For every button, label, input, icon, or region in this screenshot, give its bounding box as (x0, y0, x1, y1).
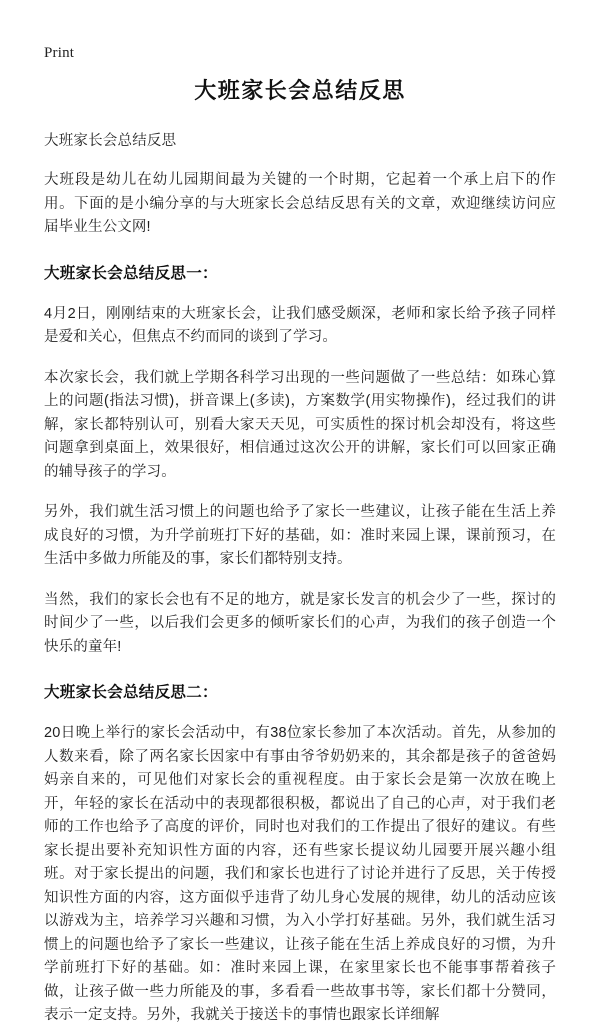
article-intro-paragraph: 大班段是幼儿在幼儿园期间最为关键的一个时期，它起着一个承上启下的作用。下面的是小编分享的与大班家长会总结反思有关的文章，欢迎继续访问应届毕业生公文网! (44, 172, 556, 235)
section-2-clipped-region (44, 705, 556, 1028)
section-heading-2: 大班家长会总结反思二： (44, 684, 218, 701)
section-1-paragraph-2: 本次家长会，我们就上学期各科学习出现的一些问题做了一些总结：如珠心算上的问题(指法习惯)，拼音课上(多读)，方案数学(用实物操作)，经过我们的讲解，家长都特别认可，别看大家天天见，可实质性的探讨机会却没有，将这些问题拿到桌面上，效果很好，相信通过这次公开的讲解，家长们可以回家正确的辅导孩子的学习。 (44, 369, 556, 480)
section-2-paragraph-1: 20日晚上举行的家长会活动中，有38位家长参加了本次活动。首先，从参加的人数来看，除了两名家长因家中有事由爷爷奶奶来的，其余都是孩子的爸爸妈妈亲自来的，可见他们对家长会的重视程度。由于家长会是第一次放在晚上开，年轻的家长在活动中的表现都很积极，都说出了自己的心声，对于我们老师的工作也给予了高度的评价，同时也对我们的工作提出了很好的建议。有些家长提出要补充知识性方面的内容，还有些家长提议幼儿园要开展兴趣小组班。对于家长提出的问题，我们和家长也进行了讨论并进行了反思，关于传授知识性方面的内容，这方面似乎违背了幼儿身心发展的规律，幼儿的活动应该以游戏为主，培养学习兴趣和习惯，为入小学打好基础。另外，我们就生活习惯上的问题也给予了家长一些建议，让孩子能在生活上养成良好的习惯，为升学前班打下好的基础。如：准时来园上课，在家里家长也不能事事帮着孩子做，让孩子做一些力所能及的事，多看看一些故事书等，家长们都十分赞同，表示一定支持。另外，我就关于接送卡的事情也跟家长详细解 (44, 725, 556, 1023)
section-1-paragraph-1: 4月2日，刚刚结束的大班家长会，让我们感受颇深，老师和家长给予孩子同样是爱和关心，但焦点不约而同的谈到了学习。 (44, 305, 556, 345)
article-subtitle: 大班家长会总结反思 (44, 133, 177, 149)
section-1-paragraph-3: 另外，我们就生活习惯上的问题也给予了家长一些建议，让孩子能在生活上养成良好的习惯，为升学前班打下好的基础，如：准时来园上课，课前预习，在生活中多做力所能及的事，家长们都特别支持。 (44, 504, 556, 567)
page-title: 大班家长会总结反思 (194, 78, 406, 103)
article-body (44, 0, 556, 1028)
section-heading-1: 大班家长会总结反思一： (44, 264, 218, 282)
print-button[interactable]: Print (44, 45, 75, 61)
section-1-paragraph-4: 当然，我们的家长会也有不足的地方，就是家长发言的机会少了一些，探讨的时间少了一些，以后我们会更多的倾听家长们的心声，为我们的孩子创造一个快乐的童年! (44, 591, 556, 655)
